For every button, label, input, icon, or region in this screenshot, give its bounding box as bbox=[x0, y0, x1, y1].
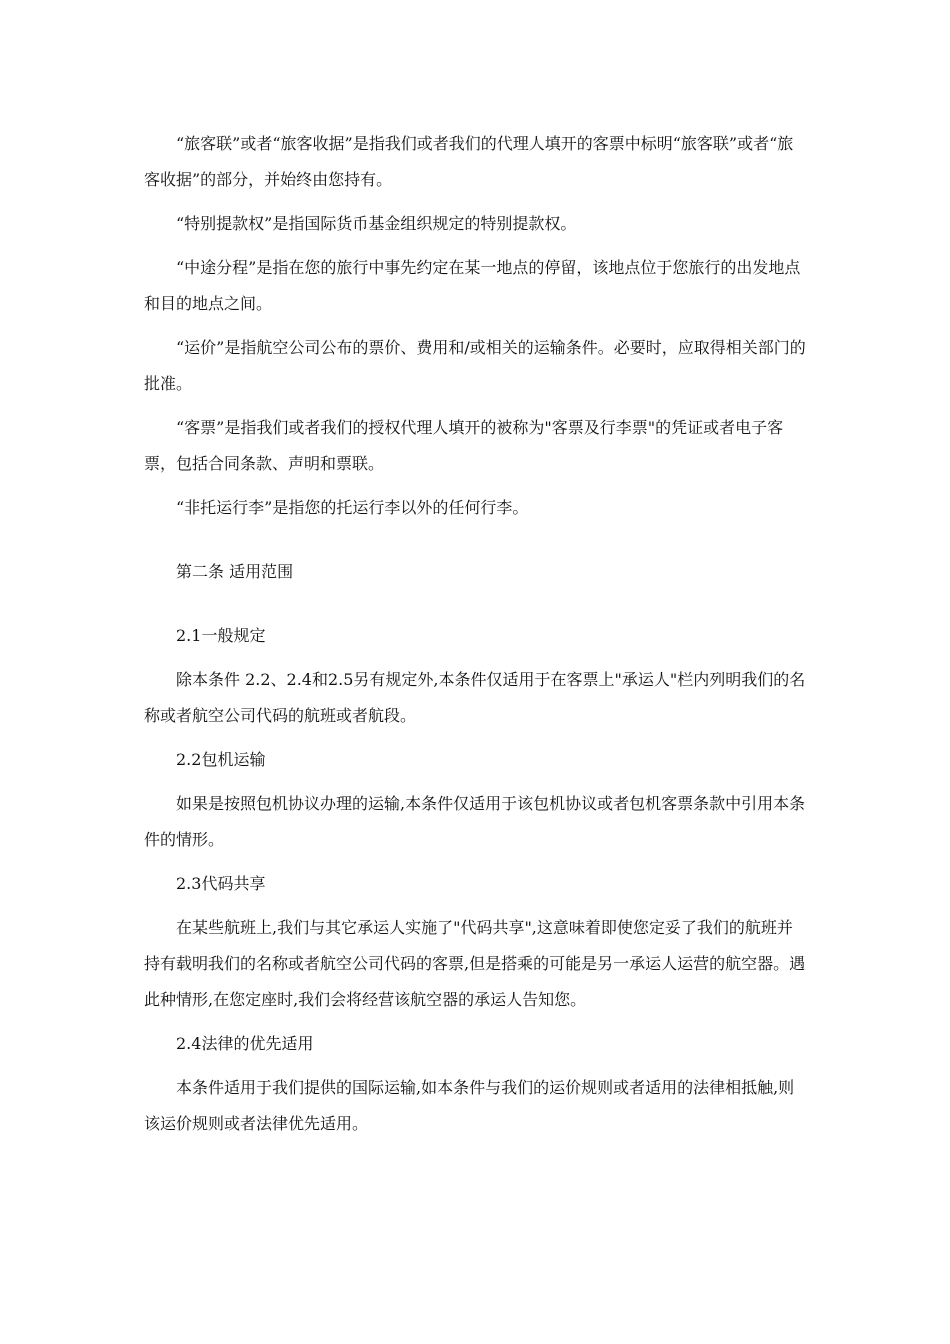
definition-unchecked-baggage: “非托运行李”是指您的托运行李以外的任何行李。 bbox=[176, 498, 529, 517]
article-2-title: 第二条 适用范围 bbox=[176, 562, 294, 581]
section-2-3-body: 在某些航班上,我们与其它承运人实施了"代码共享",这意味着即使您定妥了我们的航班并持有载明我们的名称或者航空公司代码的客票,但是搭乘的可能是另一承运人运营的航空器。遇此种情形,在您定座时,我们会将经营该航空器的承运人告知您。 bbox=[144, 918, 806, 1009]
document-page bbox=[144, 126, 808, 1142]
section-2-2-body: 如果是按照包机协议办理的运输,本条件仅适用于该包机协议或者包机客票条款中引用本条件的情形。 bbox=[144, 794, 806, 849]
section-2-1-body: 除本条件 2.2、2.4和2.5另有规定外,本条件仅适用于在客票上"承运人"栏内列明我们的名称或者航空公司代码的航班或者航段。 bbox=[144, 670, 806, 725]
section-2-4-title: 2.4法律的优先适用 bbox=[176, 1034, 314, 1053]
section-2-1-title: 2.1一般规定 bbox=[176, 626, 266, 645]
definition-sdr: “特别提款权”是指国际货币基金组织规定的特别提款权。 bbox=[176, 214, 577, 233]
section-2-3-title: 2.3代码共享 bbox=[176, 874, 266, 893]
definition-ticket: “客票”是指我们或者我们的授权代理人填开的被称为"客票及行李票"的凭证或者电子客票，包括合同条款、声明和票联。 bbox=[144, 418, 784, 473]
definition-stopover: “中途分程”是指在您的旅行中事先约定在某一地点的停留，该地点位于您旅行的出发地点和目的地点之间。 bbox=[144, 258, 801, 313]
section-2-2-title: 2.2包机运输 bbox=[176, 750, 266, 769]
definition-tariff: “运价”是指航空公司公布的票价、费用和/或相关的运输条件。必要时，应取得相关部门的批准。 bbox=[144, 338, 806, 393]
section-2-4-body: 本条件适用于我们提供的国际运输,如本条件与我们的运价规则或者适用的法律相抵触,则该运价规则或者法律优先适用。 bbox=[144, 1078, 795, 1133]
definition-passenger-coupon: “旅客联”或者“旅客收据”是指我们或者我们的代理人填开的客票中标明“旅客联”或者“旅客收据”的部分，并始终由您持有。 bbox=[144, 134, 794, 189]
